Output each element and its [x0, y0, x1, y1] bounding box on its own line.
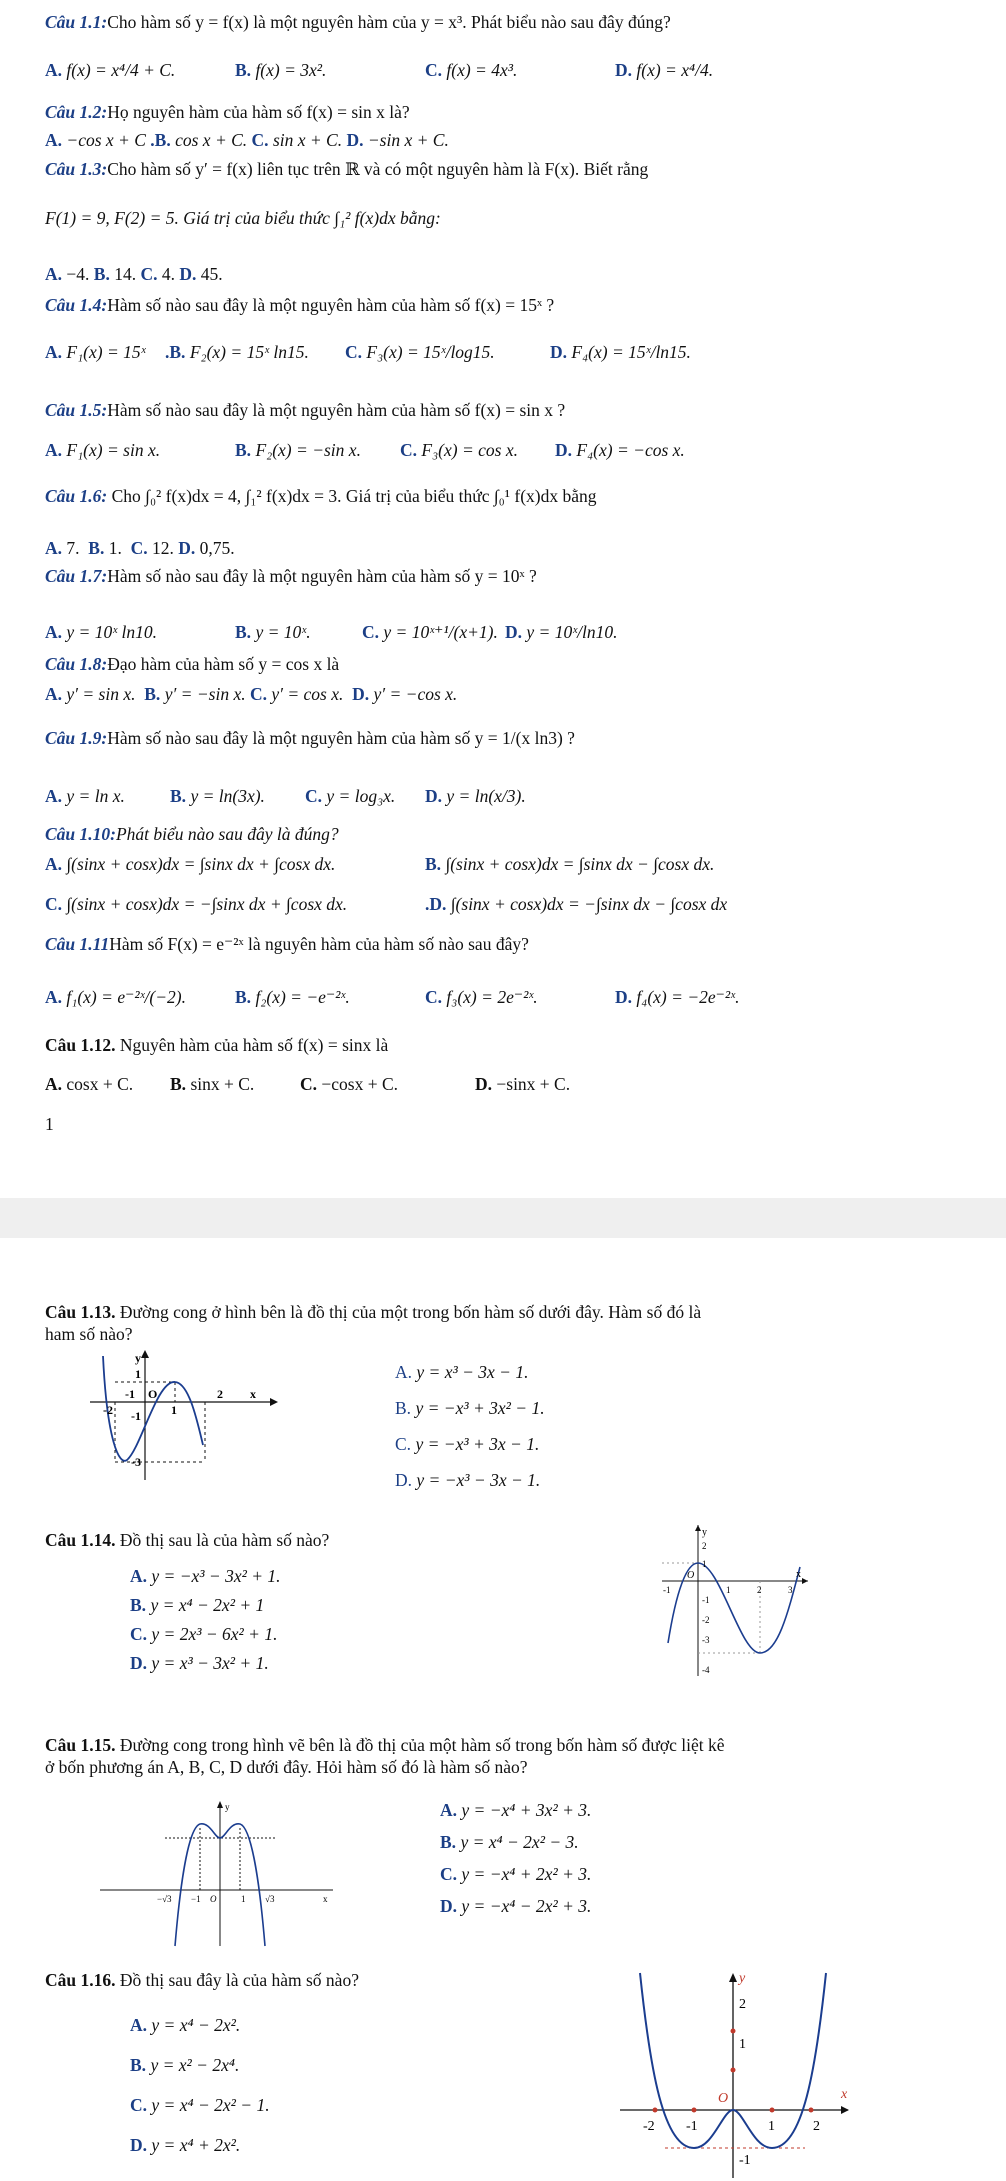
y-arrow	[217, 1801, 223, 1808]
tick-label: -2	[103, 1403, 113, 1417]
option-a[interactable]: A. ∫(sinx + cosx)dx = ∫sinx dx + ∫cosx dx.	[45, 854, 336, 874]
question-1-12	[45, 1033, 388, 1057]
question-1-10	[45, 822, 339, 846]
x-label: x	[250, 1387, 256, 1401]
option-d[interactable]: D. y = x⁴ + 2x².	[130, 2135, 241, 2155]
option-b-text: y′ = −sin x.	[164, 684, 246, 704]
option-a[interactable]: A. y′ = sin x.	[45, 684, 136, 704]
question-1-6	[45, 484, 597, 508]
option-a[interactable]: A. −4.	[45, 264, 90, 284]
tick-label: -1	[702, 1595, 710, 1605]
option-a-text: y = x⁴ − 2x².	[151, 2015, 241, 2035]
option-b[interactable]: B. F₂(x) = −sin x.	[235, 440, 361, 460]
option-d[interactable]: D. y′ = −cos x.	[352, 684, 458, 704]
question-text: Hàm số nào sau đây là một nguyên hàm của hàm số y = 10ˣ ?	[107, 566, 537, 586]
option-c[interactable]: C. y = 2x³ − 6x² + 1.	[130, 1624, 278, 1644]
question-text: Cho ∫₀² f(x)dx = 4, ∫₁² f(x)dx = 3. Giá trị của biểu thức ∫₀¹ f(x)dx bằng	[111, 486, 597, 506]
tick-label: -1	[125, 1387, 135, 1401]
page-separator	[0, 1198, 1006, 1238]
y-label: y	[225, 1802, 230, 1812]
option-b-text: f₂(x) = −e⁻²ˣ.	[255, 987, 350, 1007]
option-b[interactable]: B. 1.	[88, 538, 122, 558]
tick-label: 1	[726, 1585, 731, 1595]
option-d[interactable]: D. y = x³ − 3x² + 1.	[130, 1653, 269, 1673]
tick-label: 1	[241, 1894, 246, 1904]
option-c[interactable]: C. y = x⁴ − 2x² − 1.	[130, 2095, 270, 2115]
option-b-text: cos x + C.	[175, 130, 248, 150]
options-row	[45, 262, 223, 286]
option-d-text: y = x⁴ + 2x².	[151, 2135, 241, 2155]
option-a-text: y = −x³ − 3x² + 1.	[151, 1566, 281, 1586]
x-label: x	[323, 1894, 328, 1904]
tick-label: 2	[757, 1585, 762, 1595]
question-1-3-line2	[45, 206, 441, 230]
option-a[interactable]: A. 7.	[45, 538, 80, 558]
option-b-text: 1.	[108, 538, 122, 558]
tick-label: -3	[131, 1455, 141, 1469]
point	[653, 2108, 658, 2113]
question-label: Câu 1.9:	[45, 728, 108, 748]
option-c-text: y = −x⁴ + 2x² + 3.	[461, 1864, 592, 1884]
option-c[interactable]: C. f₃(x) = 2e⁻²ˣ.	[425, 987, 538, 1007]
option-a[interactable]: A. y = ln x.	[45, 786, 125, 806]
option-d[interactable]: D. y = 10ˣ/ln10.	[505, 622, 618, 642]
option-a[interactable]: A. cosx + C.	[45, 1074, 134, 1094]
option-c-text: ∫(sinx + cosx)dx = −∫sinx dx + ∫cosx dx.	[66, 894, 348, 914]
option-a-text: y′ = sin x.	[66, 684, 136, 704]
question-label: Câu 1.5:	[45, 400, 108, 420]
point	[692, 2108, 697, 2113]
page-number: 1	[45, 1114, 54, 1134]
option-d[interactable]: D. −sinx + C.	[475, 1074, 571, 1094]
option-b[interactable]: .B. cos x + C.	[150, 130, 248, 150]
option-c-text: −cosx + C.	[321, 1074, 399, 1094]
option-c[interactable]: C. f(x) = 4x³.	[425, 60, 518, 80]
question-label: Câu 1.11	[45, 934, 110, 954]
option-b[interactable]: B. sinx + C.	[170, 1074, 255, 1094]
options-row	[45, 682, 457, 706]
option-c-text: y = log₃x.	[326, 786, 396, 806]
option-d-text: y′ = −cos x.	[373, 684, 458, 704]
option-d-text: 45.	[200, 264, 223, 284]
option-a-text: f(x) = x⁴/4 + C.	[66, 60, 176, 80]
question-text: Hàm số F(x) = e⁻²ˣ là nguyên hàm của hàm số nào sau đây?	[109, 934, 529, 954]
option-a-text: −cos x + C	[66, 130, 146, 150]
graph-q1-16	[605, 1968, 855, 2180]
option-c-text: f(x) = 4x³.	[446, 60, 518, 80]
question-label: Câu 1.3:	[45, 159, 108, 179]
tick-label: 1	[768, 2119, 775, 2134]
tick-label: 1	[135, 1367, 141, 1381]
graph-q1-13	[85, 1350, 285, 1485]
option-d[interactable]: D. F₄(x) = −cos x.	[555, 440, 685, 460]
option-c-text: y = −x³ + 3x − 1.	[415, 1434, 540, 1454]
option-b-text: y = −x³ + 3x² − 1.	[415, 1398, 545, 1418]
option-d-text: 0,75.	[199, 538, 235, 558]
tick-label: √3	[265, 1894, 275, 1904]
question-text: Đường cong ở hình bên là đồ thị của một trong bốn hàm số dưới đây. Hàm số đó là	[119, 1302, 702, 1322]
question-label: Câu 1.7:	[45, 566, 108, 586]
option-b[interactable]: B. y = ln(3x).	[170, 786, 265, 806]
option-d-text: y = x³ − 3x² + 1.	[151, 1653, 269, 1673]
question-1-13	[45, 1300, 701, 1324]
option-b[interactable]: B. f₂(x) = −e⁻²ˣ.	[235, 987, 350, 1007]
origin-label: O	[687, 1570, 695, 1581]
option-d[interactable]: D. 45.	[179, 264, 223, 284]
option-a-text: 7.	[66, 538, 80, 558]
option-a[interactable]: A. f(x) = x⁴/4 + C.	[45, 60, 176, 80]
option-d-text: y = −x³ − 3x − 1.	[416, 1470, 541, 1490]
option-a[interactable]: A. y = x³ − 3x − 1.	[395, 1362, 529, 1382]
x-arrow	[841, 2106, 849, 2114]
option-d-text: −sinx + C.	[496, 1074, 571, 1094]
question-label: Câu 1.10:	[45, 824, 116, 844]
question-text: Đạo hàm của hàm số y = cos x là	[107, 654, 340, 674]
option-c[interactable]: C. y = −x³ + 3x − 1.	[395, 1434, 540, 1454]
option-a[interactable]: A. −cos x + C	[45, 130, 146, 150]
option-d[interactable]: D. 0,75.	[178, 538, 235, 558]
option-b-text: y = x⁴ − 2x² − 3.	[460, 1832, 579, 1852]
question-text: Họ nguyên hàm của hàm số f(x) = sin x là?	[107, 102, 410, 122]
tick-label: -3	[702, 1635, 710, 1645]
tick-label: -4	[702, 1665, 710, 1675]
y-arrow	[729, 1973, 737, 1982]
option-a[interactable]: A. y = −x³ − 3x² + 1.	[130, 1566, 281, 1586]
option-d[interactable]: D. y = −x⁴ − 2x² + 3.	[440, 1896, 592, 1916]
origin-label: O	[718, 2091, 729, 2106]
question-1-15-line2	[45, 1755, 528, 1779]
option-a-text: f₁(x) = e⁻²ˣ/(−2).	[66, 987, 186, 1007]
curve	[103, 1356, 203, 1461]
tick-label: -1	[739, 2153, 751, 2168]
option-a-text: y = −x⁴ + 3x² + 3.	[461, 1800, 592, 1820]
option-a-text: −4.	[66, 264, 90, 284]
y-label: y	[135, 1351, 141, 1365]
question-1-4	[45, 293, 554, 317]
option-b[interactable]: B. y = x² − 2x⁴.	[130, 2055, 240, 2075]
question-text-2: F(1) = 9, F(2) = 5. Giá trị của biểu thức ∫₁² f(x)dx bằng:	[45, 208, 441, 228]
x-label: x	[796, 1569, 801, 1580]
graph-q1-15	[95, 1798, 335, 1948]
origin-label: O	[148, 1387, 158, 1401]
option-c[interactable]: C. F₃(x) = cos x.	[400, 440, 518, 460]
tick-label: 1	[171, 1403, 177, 1417]
y-arrow	[695, 1525, 701, 1531]
question-1-11	[45, 932, 529, 956]
option-d[interactable]: D. F₄(x) = 15ˣ/ln15.	[550, 342, 691, 362]
question-label: Câu 1.14.	[45, 1530, 116, 1550]
option-d[interactable]: D. y = −x³ − 3x − 1.	[395, 1470, 541, 1490]
option-c-text: y = 10ˣ⁺¹/(x+1).	[383, 622, 498, 642]
option-a-text: y = 10ˣ ln10.	[66, 622, 158, 642]
option-a-text: F₁(x) = 15ˣ	[66, 342, 146, 362]
question-label: Câu 1.8:	[45, 654, 108, 674]
option-c-text: 4.	[161, 264, 175, 284]
option-a-text: ∫(sinx + cosx)dx = ∫sinx dx + ∫cosx dx.	[66, 854, 336, 874]
option-c-text: y = x⁴ − 2x² − 1.	[151, 2095, 270, 2115]
tick-label: -2	[643, 2119, 655, 2134]
question-label: Câu 1.4:	[45, 295, 108, 315]
option-d-text: y = 10ˣ/ln10.	[526, 622, 618, 642]
option-b[interactable]: B. y′ = −sin x.	[144, 684, 246, 704]
option-c[interactable]: C. 12.	[130, 538, 174, 558]
question-text: Đồ thị sau là của hàm số nào?	[119, 1530, 330, 1550]
point	[809, 2108, 814, 2113]
option-c-text: 12.	[151, 538, 174, 558]
tick-label: -2	[702, 1615, 710, 1625]
option-d-text: f(x) = x⁴/4.	[636, 60, 714, 80]
question-text-2: ham số nào?	[45, 1324, 133, 1344]
option-c[interactable]: C. sin x + C.	[251, 130, 343, 150]
option-b[interactable]: B. ∫(sinx + cosx)dx = ∫sinx dx − ∫cosx dx.	[425, 854, 715, 874]
option-b-text: y = x² − 2x⁴.	[150, 2055, 240, 2075]
option-b[interactable]: B. f(x) = 3x².	[235, 60, 327, 80]
option-b-text: y = 10ˣ.	[255, 622, 311, 642]
tick-label: 2	[702, 1541, 707, 1551]
question-label: Câu 1.12.	[45, 1035, 116, 1055]
option-c[interactable]: C. ∫(sinx + cosx)dx = −∫sinx dx + ∫cosx dx.	[45, 894, 348, 914]
tick-label: −1	[191, 1894, 201, 1904]
tick-label: −√3	[157, 1894, 172, 1904]
option-c-text: y′ = cos x.	[271, 684, 344, 704]
question-text: Cho hàm số y′ = f(x) liên tục trên ℝ và có một nguyên hàm là F(x). Biết rằng	[107, 159, 649, 179]
question-text: Hàm số nào sau đây là một nguyên hàm của hàm số f(x) = sin x ?	[107, 400, 566, 420]
option-d[interactable]: D. −sin x + C.	[346, 130, 449, 150]
point	[770, 2108, 775, 2113]
question-text: Hàm số nào sau đây là một nguyên hàm của hàm số f(x) = 15ˣ ?	[107, 295, 555, 315]
option-b[interactable]: B. 14.	[93, 264, 137, 284]
option-c[interactable]: C. F₃(x) = 15ˣ/log15.	[345, 342, 495, 362]
option-c[interactable]: C. y = −x⁴ + 2x² + 3.	[440, 1864, 592, 1884]
option-b-text: F₂(x) = 15ˣ ln15.	[189, 342, 309, 362]
option-b-text: ∫(sinx + cosx)dx = ∫sinx dx − ∫cosx dx.	[445, 854, 715, 874]
option-b-text: y = ln(3x).	[190, 786, 265, 806]
option-c[interactable]: C. −cosx + C.	[300, 1074, 399, 1094]
tick-label: -1	[663, 1585, 671, 1595]
y-label: y	[702, 1527, 707, 1538]
option-b-text: sinx + C.	[190, 1074, 255, 1094]
option-d-text: y = −x⁴ − 2x² + 3.	[461, 1896, 592, 1916]
question-text: Đồ thị sau đây là của hàm số nào?	[119, 1970, 359, 1990]
option-c[interactable]: C. y′ = cos x.	[249, 684, 344, 704]
page-2	[0, 1238, 1006, 2181]
option-c-text: F₃(x) = 15ˣ/log15.	[366, 342, 495, 362]
option-c-text: F₃(x) = cos x.	[421, 440, 518, 460]
option-b-text: 14.	[114, 264, 137, 284]
option-d-text: −sin x + C.	[367, 130, 449, 150]
question-text: Phát biểu nào sau đây là đúng?	[115, 824, 339, 844]
x-arrow	[802, 1578, 808, 1584]
option-d[interactable]: D. y = ln(x/3).	[425, 786, 526, 806]
question-1-7	[45, 564, 537, 588]
option-a[interactable]: A. f₁(x) = e⁻²ˣ/(−2).	[45, 987, 186, 1007]
question-1-8	[45, 652, 339, 676]
option-d-text: F₄(x) = −cos x.	[576, 440, 685, 460]
tick-label: 1	[739, 2037, 746, 2052]
option-a-text: y = ln x.	[66, 786, 125, 806]
question-1-1	[45, 10, 671, 34]
option-a[interactable]: A. y = 10ˣ ln10.	[45, 622, 158, 642]
question-1-3	[45, 157, 648, 181]
option-a-text: y = x³ − 3x − 1.	[416, 1362, 529, 1382]
question-1-5	[45, 398, 565, 422]
option-d-text: y = ln(x/3).	[446, 786, 526, 806]
question-1-13-line2	[45, 1322, 132, 1346]
question-text: Đường cong trong hình vẽ bên là đồ thị của một hàm số trong bốn hàm số được liệt kê	[119, 1735, 725, 1755]
question-label: Câu 1.1:	[45, 12, 108, 32]
option-b[interactable]: .B. F₂(x) = 15ˣ ln15.	[165, 342, 309, 362]
point	[731, 2029, 736, 2034]
options-row	[45, 128, 449, 152]
question-text-2: ở bốn phương án A, B, C, D dưới đây. Hỏi hàm số đó là hàm số nào?	[45, 1757, 528, 1777]
question-label: Câu 1.2:	[45, 102, 108, 122]
option-d-text: F₄(x) = 15ˣ/ln15.	[571, 342, 691, 362]
option-a[interactable]: A. F₁(x) = 15ˣ	[45, 342, 146, 362]
option-d-text: f₄(x) = −2e⁻²ˣ.	[636, 987, 740, 1007]
tick-label: -1	[686, 2119, 698, 2134]
y-arrow	[141, 1350, 149, 1358]
tick-label: -1	[131, 1409, 141, 1423]
option-b[interactable]: B. y = 10ˣ.	[235, 622, 311, 642]
question-1-2	[45, 100, 410, 124]
x-arrow	[270, 1398, 278, 1406]
option-b[interactable]: B. y = x⁴ − 2x² + 1	[130, 1595, 265, 1615]
option-c-text: y = 2x³ − 6x² + 1.	[151, 1624, 278, 1644]
question-label: Câu 1.13.	[45, 1302, 116, 1322]
point	[731, 2068, 736, 2073]
tick-label: 1	[702, 1559, 707, 1569]
question-label: Câu 1.15.	[45, 1735, 116, 1755]
option-b-text: y = x⁴ − 2x² + 1	[150, 1595, 265, 1615]
option-c[interactable]: C. y = 10ˣ⁺¹/(x+1).	[362, 622, 498, 642]
question-label: Câu 1.6:	[45, 486, 108, 506]
option-b[interactable]: B. y = −x³ + 3x² − 1.	[395, 1398, 545, 1418]
graph-q1-14	[660, 1523, 810, 1678]
option-a[interactable]: A. y = x⁴ − 2x².	[130, 2015, 241, 2035]
origin-label: O	[210, 1894, 217, 1904]
option-d[interactable]: .D. ∫(sinx + cosx)dx = −∫sinx dx − ∫cosx dx	[425, 894, 728, 914]
option-c[interactable]: C. 4.	[140, 264, 175, 284]
question-1-9	[45, 726, 575, 750]
option-d[interactable]: D. f₄(x) = −2e⁻²ˣ.	[615, 987, 740, 1007]
options-row	[45, 536, 235, 560]
question-1-16	[45, 1968, 359, 1992]
question-1-14	[45, 1528, 329, 1552]
option-c[interactable]: C. y = log₃x.	[305, 786, 396, 806]
tick-label: 2	[739, 1997, 746, 2012]
option-d[interactable]: D. f(x) = x⁴/4.	[615, 60, 714, 80]
question-label: Câu 1.16.	[45, 1970, 116, 1990]
question-text: Nguyên hàm của hàm số f(x) = sinx là	[119, 1035, 389, 1055]
tick-label: 2	[217, 1387, 223, 1401]
question-text: Cho hàm số y = f(x) là một nguyên hàm của y = x³. Phát biểu nào sau đây đúng?	[107, 12, 671, 32]
option-a-text: F₁(x) = sin x.	[66, 440, 161, 460]
option-b-text: f(x) = 3x².	[255, 60, 327, 80]
option-a[interactable]: A. F₁(x) = sin x.	[45, 440, 161, 460]
question-1-15	[45, 1733, 725, 1757]
y-label: y	[739, 1971, 746, 1986]
tick-label: 3	[788, 1585, 793, 1595]
option-d-text: ∫(sinx + cosx)dx = −∫sinx dx − ∫cosx dx	[450, 894, 728, 914]
question-text: Hàm số nào sau đây là một nguyên hàm của hàm số y = 1/(x ln3) ?	[107, 728, 575, 748]
option-c-text: sin x + C.	[272, 130, 343, 150]
x-label: x	[841, 2087, 848, 2102]
option-b[interactable]: B. y = x⁴ − 2x² − 3.	[440, 1832, 579, 1852]
option-b-text: F₂(x) = −sin x.	[255, 440, 361, 460]
option-c-text: f₃(x) = 2e⁻²ˣ.	[446, 987, 538, 1007]
option-a[interactable]: A. y = −x⁴ + 3x² + 3.	[440, 1800, 592, 1820]
option-a-text: cosx + C.	[66, 1074, 134, 1094]
tick-label: 2	[813, 2119, 820, 2134]
